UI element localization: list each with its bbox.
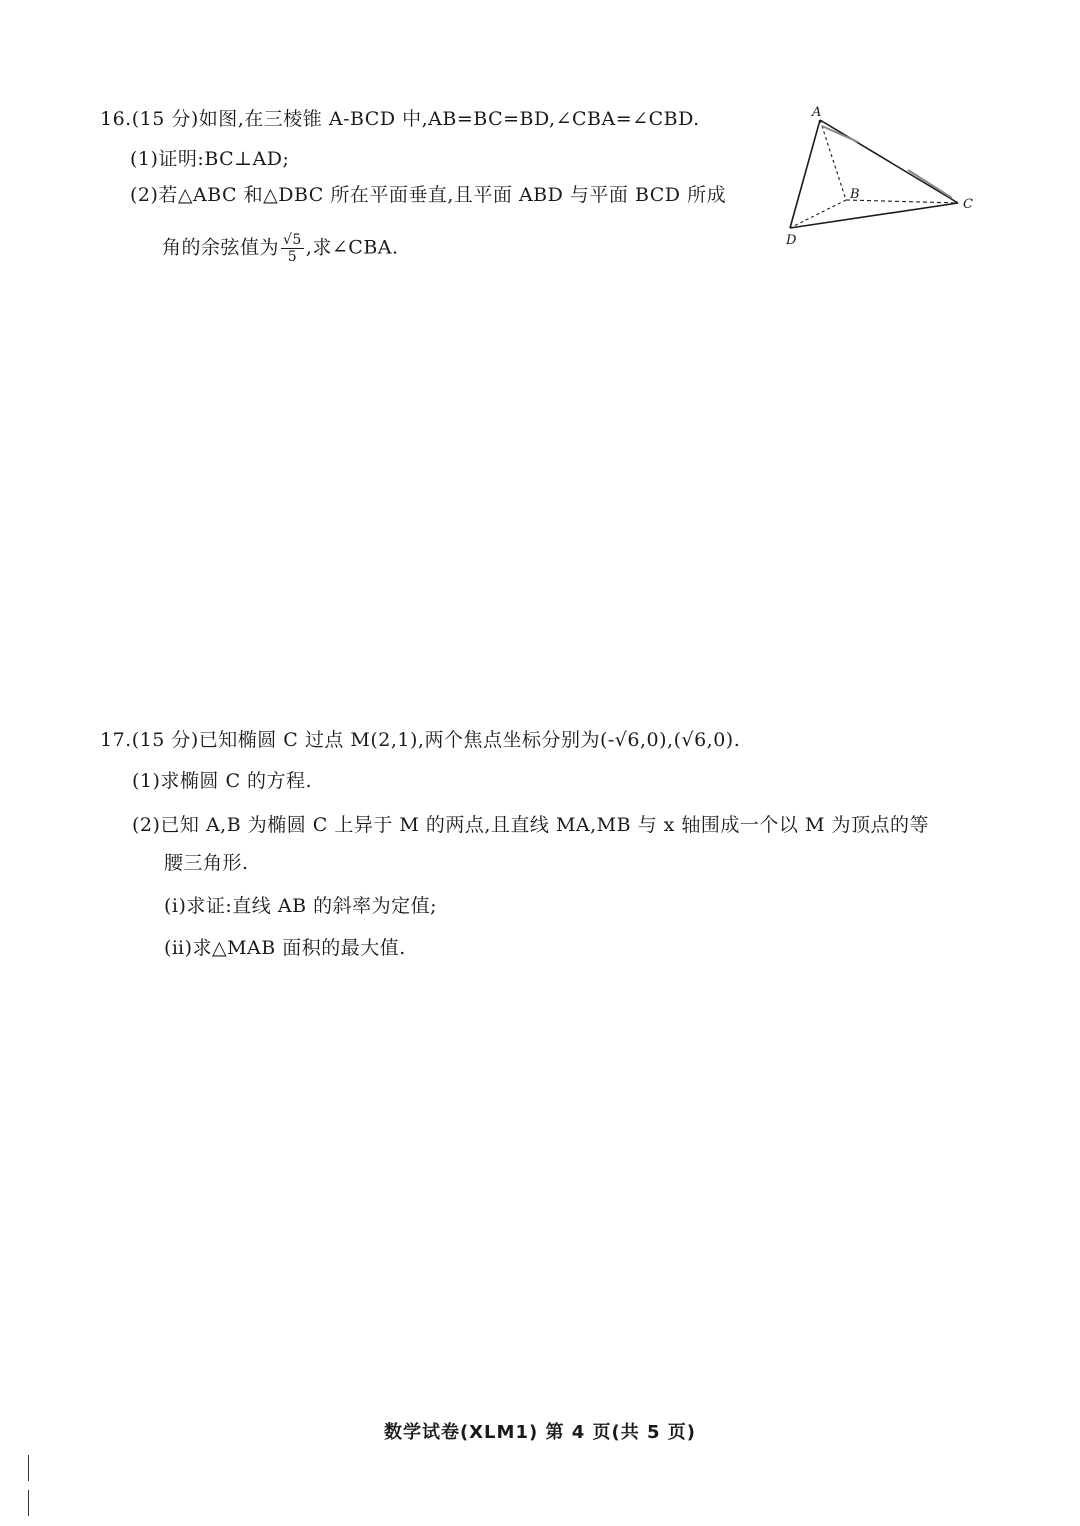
scan-mark	[822, 126, 858, 142]
fraction-denominator: 5	[287, 249, 298, 265]
cosine-fraction	[281, 232, 304, 265]
vertex-label-a: A	[812, 105, 822, 120]
q16-stem	[100, 106, 700, 132]
q17-sub-i: (ⅰ)求证:直线 AB 的斜率为定值;	[164, 895, 437, 917]
fraction-numerator: √5	[283, 232, 302, 248]
q17-sub-ii: (ⅱ)求△MAB 面积的最大值.	[164, 937, 406, 959]
page-footer: 数学试卷(XLM1) 第 4 页(共 5 页)	[383, 1422, 697, 1443]
q17-number: 17.	[100, 729, 132, 751]
q17-stem-text: 已知椭圆 C 过点 M(2,1),两个焦点坐标分别为(-√6,0),(√6,0).	[198, 729, 741, 751]
vertex-label-b: B	[850, 187, 860, 202]
vertex-label-d: D	[786, 233, 797, 248]
q17-part2-line1: (2)已知 A,B 为椭圆 C 上异于 M 的两点,且直线 MA,MB 与 x 轴围成一个以 M 为顶点的等	[132, 814, 929, 836]
edge-bc	[846, 200, 958, 203]
q16-points: (15 分)	[131, 108, 199, 130]
q17-points: (15 分)	[131, 729, 199, 751]
q16-part2-post: ,求∠CBA.	[305, 236, 399, 259]
binding-mark	[28, 1490, 29, 1516]
q16-stem-text: 如图,在三棱锥 A-BCD 中,AB=BC=BD,∠CBA=∠CBD.	[198, 108, 700, 130]
vertex-label-c: C	[963, 197, 973, 212]
binding-mark	[28, 1455, 29, 1481]
q17-stem	[100, 727, 740, 753]
q16-part2-line1: (2)若△ABC 和△DBC 所在平面垂直,且平面 ABD 与平面 BCD 所成	[130, 184, 727, 206]
edge-dc	[790, 203, 958, 228]
q16-part1: (1)证明:BC⊥AD;	[130, 148, 290, 170]
edge-ad	[790, 120, 820, 228]
edge-ab	[820, 120, 846, 200]
q16-part2-pre: 角的余弦值为	[162, 236, 280, 259]
edge-ac	[820, 120, 958, 203]
q17-part1: (1)求椭圆 C 的方程.	[132, 770, 313, 792]
scan-mark	[908, 170, 952, 198]
q17-part2-line2: 腰三角形.	[164, 852, 249, 874]
q16-number: 16.	[100, 108, 132, 130]
tetrahedron-figure	[780, 100, 1000, 250]
q16-part2-line2	[162, 232, 399, 265]
